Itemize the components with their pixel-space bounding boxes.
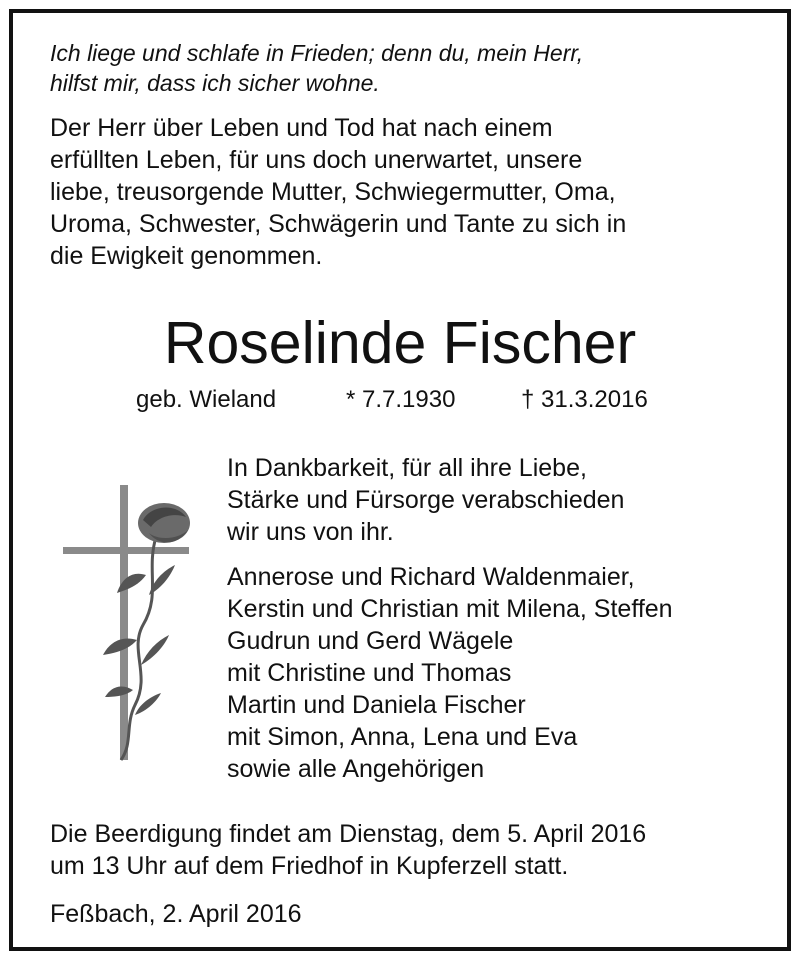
cross-with-rose-icon: [51, 475, 201, 765]
intro-line-3: liebe, treusorgende Mutter, Schwiegermutter, Oma,: [50, 178, 616, 206]
intro-line-2: erfüllten Leben, für uns doch unerwartet, unsere: [50, 146, 583, 174]
mourner-line-5: Martin und Daniela Fischer: [227, 691, 526, 719]
maiden-name: geb. Wieland: [136, 386, 277, 413]
birth-date: * 7.7.1930: [346, 386, 456, 413]
mourner-line-4: mit Christine und Thomas: [227, 659, 512, 687]
thanks-line-2: Stärke und Fürsorge verabschieden: [227, 486, 625, 514]
mourner-line-2: Kerstin und Christian mit Milena, Steffen: [227, 595, 673, 623]
thanks-line-1: In Dankbarkeit, für all ihre Liebe,: [227, 454, 587, 482]
funeral-line-1: Die Beerdigung findet am Dienstag, dem 5. April 2016: [50, 820, 647, 848]
deceased-name: Roselinde Fischer: [163, 310, 637, 376]
verse-line-1: Ich liege und schlafe in Frieden; denn du, mein Herr,: [50, 40, 584, 66]
mourner-line-7: sowie alle Angehörigen: [227, 755, 485, 783]
death-date: † 31.3.2016: [521, 386, 648, 413]
place-date: Feßbach, 2. April 2016: [50, 900, 302, 928]
obituary-notice: [9, 9, 791, 951]
mourner-line-6: mit Simon, Anna, Lena und Eva: [227, 723, 578, 751]
intro-line-1: Der Herr über Leben und Tod hat nach einem: [50, 114, 553, 142]
intro-line-4: Uroma, Schwester, Schwägerin und Tante zu sich in: [50, 210, 627, 238]
funeral-line-2: um 13 Uhr auf dem Friedhof in Kupferzell statt.: [50, 852, 569, 880]
verse-line-2: hilfst mir, dass ich sicher wohne.: [50, 70, 380, 96]
mourner-line-1: Annerose und Richard Waldenmaier,: [227, 563, 635, 591]
intro-line-5: die Ewigkeit genommen.: [50, 242, 323, 270]
thanks-line-3: wir uns von ihr.: [227, 518, 394, 546]
mourner-line-3: Gudrun und Gerd Wägele: [227, 627, 514, 655]
